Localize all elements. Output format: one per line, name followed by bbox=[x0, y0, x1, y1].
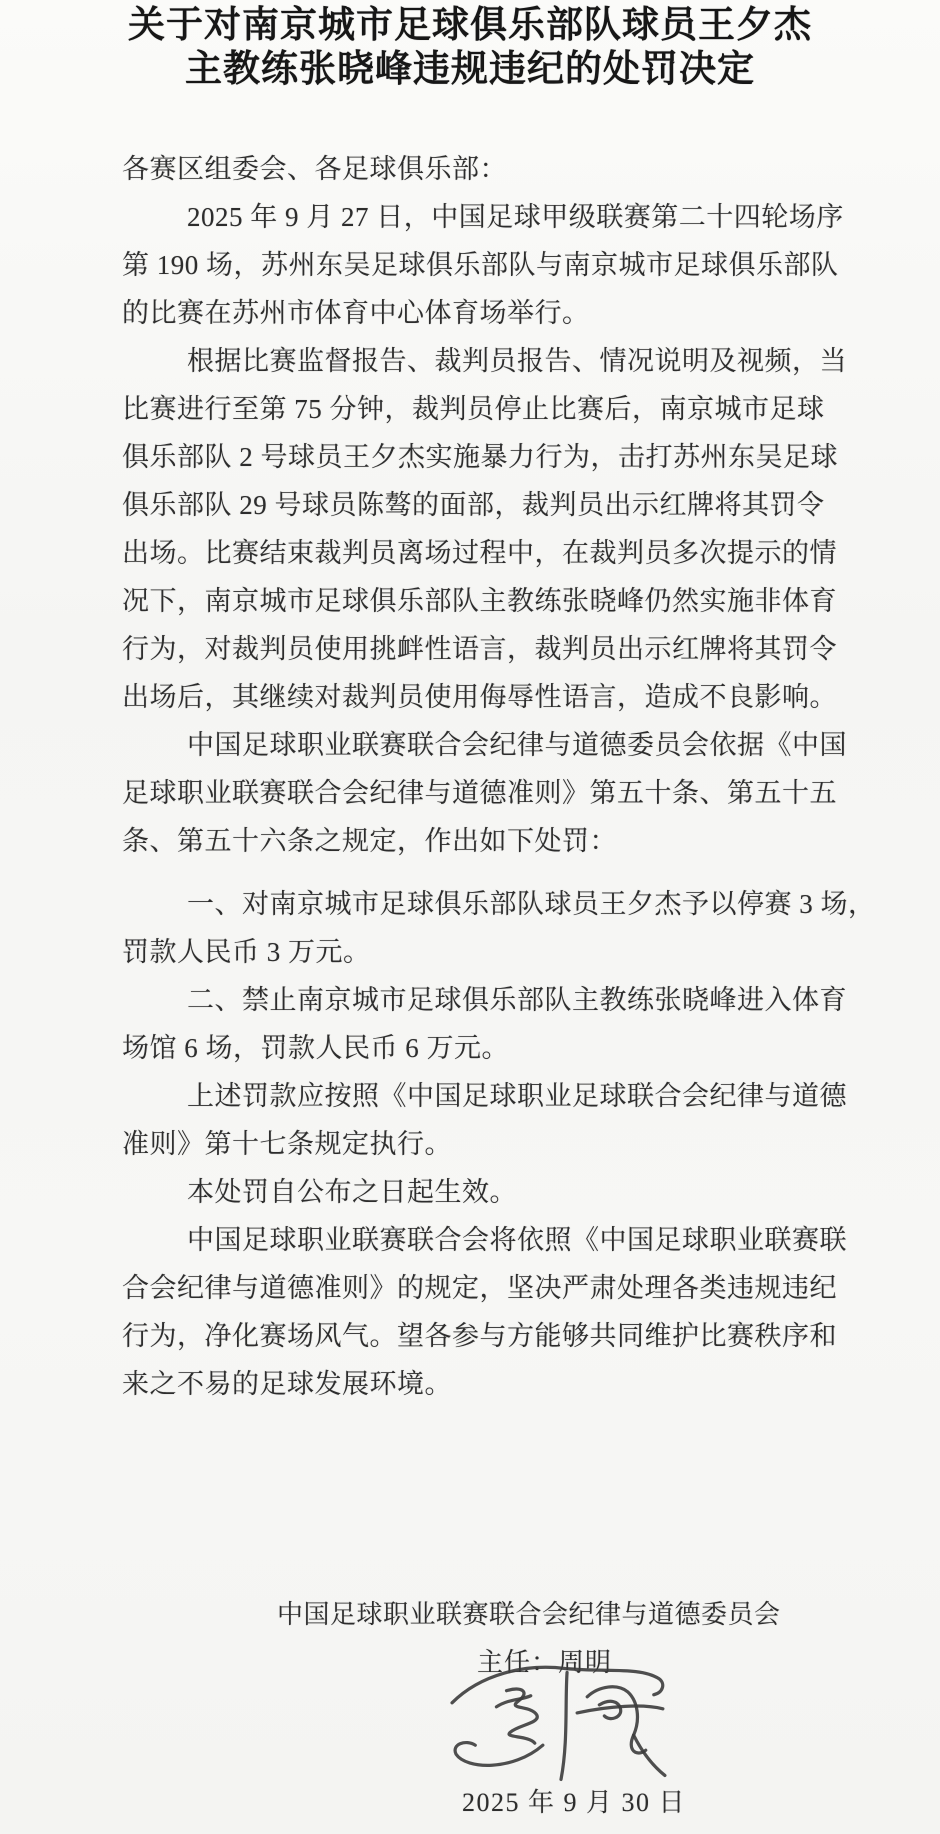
text-line: 罚款人民币 3 万元。 bbox=[122, 937, 371, 967]
text-line: 比赛进行至第 75 分钟，裁判员停止比赛后，南京城市足球 bbox=[122, 394, 825, 424]
salutation-line: 各赛区组委会、各足球俱乐部： bbox=[122, 154, 507, 184]
text-line: 准则》第十七条规定执行。 bbox=[122, 1129, 452, 1159]
issuing-committee: 中国足球职业联赛联合会纪律与道德委员会 bbox=[277, 1600, 781, 1629]
document-title bbox=[0, 4, 940, 92]
text-line: 第 190 场，苏州东吴足球俱乐部队与南京城市足球俱乐部队 bbox=[122, 250, 839, 280]
text-line: 合会纪律与道德准则》的规定，坚决严肃处理各类违规违纪 bbox=[122, 1273, 837, 1303]
text-line: 行为，对裁判员使用挑衅性语言，裁判员出示红牌将其罚令 bbox=[122, 634, 837, 664]
text-line: 场馆 6 场，罚款人民币 6 万元。 bbox=[122, 1033, 509, 1063]
title-line-1: 关于对南京城市足球俱乐部队球员王夕杰 bbox=[128, 5, 812, 46]
handwritten-signature-icon bbox=[446, 1654, 678, 1796]
text-line: 中国足球职业联赛联合会将依照《中国足球职业联赛联 bbox=[187, 1225, 847, 1255]
text-line: 况下，南京城市足球俱乐部队主教练张晓峰仍然实施非体育 bbox=[122, 586, 837, 616]
text-line: 出场后，其继续对裁判员使用侮辱性语言，造成不良影响。 bbox=[122, 682, 837, 712]
text-line: 俱乐部队 2 号球员王夕杰实施暴力行为，击打苏州东吴足球 bbox=[122, 442, 838, 472]
text-line: 足球职业联赛联合会纪律与道德准则》第五十条、第五十五 bbox=[122, 778, 837, 808]
text-line: 上述罚款应按照《中国足球职业足球联合会纪律与道德 bbox=[187, 1081, 847, 1111]
text-line: 本处罚自公布之日起生效。 bbox=[187, 1177, 517, 1207]
text-line: 来之不易的足球发展环境。 bbox=[122, 1369, 452, 1399]
text-line: 中国足球职业联赛联合会纪律与道德委员会依据《中国 bbox=[187, 730, 847, 760]
document-body bbox=[122, 145, 876, 1408]
text-line: 的比赛在苏州市体育中心体育场举行。 bbox=[122, 298, 590, 328]
text-line: 出场。比赛结束裁判员离场过程中，在裁判员多次提示的情 bbox=[122, 538, 837, 568]
issue-date: 2025 年 9 月 30 日 bbox=[462, 1788, 687, 1817]
text-line: 行为，净化赛场风气。望各参与方能够共同维护比赛秩序和 bbox=[122, 1321, 837, 1351]
text-line: 条、第五十六条之规定，作出如下处罚： bbox=[122, 826, 617, 856]
signer-line: 主任：周明 bbox=[477, 1648, 613, 1677]
text-line: 根据比赛监督报告、裁判员报告、情况说明及视频，当 bbox=[187, 346, 847, 376]
penalty-item-1: 一、对南京城市足球俱乐部队球员王夕杰予以停赛 3 场， bbox=[187, 889, 876, 919]
text-line: 俱乐部队 29 号球员陈骜的面部，裁判员出示红牌将其罚令 bbox=[122, 490, 825, 520]
title-line-2: 主教练张晓峰违规违纪的处罚决定 bbox=[185, 49, 755, 90]
text-line: 2025 年 9 月 27 日，中国足球甲级联赛第二十四轮场序 bbox=[187, 202, 844, 232]
penalty-item-2: 二、禁止南京城市足球俱乐部队主教练张晓峰进入体育 bbox=[187, 985, 847, 1015]
